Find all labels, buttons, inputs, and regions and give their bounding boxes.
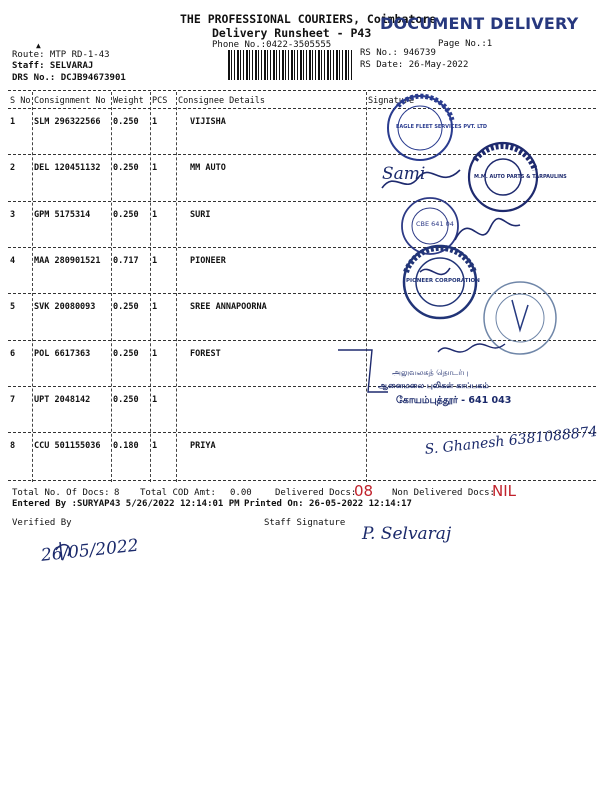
verified-by-label: Verified By	[12, 518, 72, 528]
row-pcs: 1	[152, 302, 158, 312]
row3-signature-stroke	[455, 219, 520, 240]
row-sno: 8	[10, 441, 16, 451]
delivered-docs-handwritten: 08	[354, 482, 374, 500]
cbe-stamp-text: CBE 641 04	[416, 220, 454, 228]
row-weight: 0.250	[113, 349, 139, 359]
row7-stamp-line1: அலுவலகத் தொடர்பு	[392, 368, 469, 377]
verified-date-handwritten: 26/05/2022	[40, 535, 140, 566]
row-consignment: MAA 280901521	[34, 256, 101, 266]
column-header-sno: S No	[10, 96, 31, 106]
logo-mark-icon: ▲	[36, 41, 41, 50]
cod-value: 0.00	[230, 488, 252, 498]
rs-date: RS Date: 26-May-2022	[360, 60, 469, 70]
row-pcs: 1	[152, 441, 158, 451]
column-header-weight: Weight	[113, 96, 144, 106]
eagle-stamp-text: EAGLE FLEET SERVICES PVT. LTD	[396, 124, 488, 130]
row-weight: 0.250	[113, 163, 139, 173]
row-sno: 4	[10, 256, 16, 266]
row-weight: 0.717	[113, 256, 139, 266]
row-sno: 2	[10, 163, 16, 173]
printed-on: Printed On: 26-05-2022 12:14:17	[244, 499, 412, 509]
row2-signature: Sami	[382, 164, 426, 184]
row-sno: 5	[10, 302, 16, 312]
row-consignment: POL 6617363	[34, 349, 91, 359]
row-pcs: 1	[152, 395, 158, 405]
row-pcs: 1	[152, 117, 158, 127]
non-delivered-docs-handwritten: NIL	[492, 482, 517, 500]
non-delivered-docs-label: Non Delivered Docs:	[392, 488, 495, 498]
row7-stamp-line3: கோயம்புத்தூர் - 641 043	[396, 395, 512, 406]
total-docs-label: Total No. Of Docs:	[12, 488, 110, 498]
entered-by: Entered By :SURYAP43 5/26/2022 12:14:01 PM	[12, 499, 240, 509]
row-weight: 0.250	[113, 395, 139, 405]
delivered-docs-label: Delivered Docs:	[275, 488, 357, 498]
row-consignment: SVK 20080093	[34, 302, 96, 312]
staff-signature-label: Staff Signature	[264, 518, 346, 528]
route-label: Route: MTP RD-1-43	[12, 50, 110, 60]
row7-stamp-line2: ஆனைமலை புலிகள் காப்பகம்	[378, 381, 489, 390]
row4-signature-stroke	[420, 268, 450, 274]
row-weight: 0.250	[113, 302, 139, 312]
row-pcs: 1	[152, 349, 158, 359]
row-sno: 7	[10, 395, 16, 405]
total-docs-value: 8	[114, 488, 120, 498]
row-sno: 1	[10, 117, 16, 127]
row-weight: 0.250	[113, 117, 139, 127]
row-consignee: MM AUTO	[190, 163, 226, 173]
rs-number: RS No.: 946739	[360, 48, 436, 58]
row-consignee: SREE ANNAPOORNA	[190, 302, 267, 312]
mm-stamp-text: M.M. AUTO PARTS & TARPAULINS	[474, 174, 567, 180]
row-consignee: SURI	[190, 210, 211, 220]
row-consignment: DEL 120451132	[34, 163, 101, 173]
row-consignment: CCU 501155036	[34, 441, 101, 451]
row-pcs: 1	[152, 256, 158, 266]
row-consignee: PIONEER	[190, 256, 226, 266]
row-pcs: 1	[152, 210, 158, 220]
row8-signature: S. Ghanesh 6381088874	[424, 423, 599, 458]
phone-number: Phone No.:0422-3505555	[212, 40, 332, 50]
column-header-pcs: PCS	[152, 96, 168, 106]
row6-signature-stroke	[438, 344, 505, 352]
staff-signature-handwritten: P. Selvaraj	[362, 524, 452, 544]
sree-annapoorna-stamp-icon	[484, 282, 556, 354]
row-consignee: PRIYA	[190, 441, 216, 451]
drs-number: DRS No.: DCJB94673901	[12, 73, 126, 83]
column-header-consignee: Consignee Details	[178, 96, 265, 106]
pioneer-stamp-text: PIONEER CORPORATION	[406, 278, 480, 284]
row-weight: 0.250	[113, 210, 139, 220]
column-header-consignment: Consignment No	[34, 96, 106, 106]
runsheet-title: Delivery Runsheet - P43	[212, 26, 372, 40]
staff-label: Staff: SELVARAJ	[12, 61, 94, 71]
document-delivery-stamp: DOCUMENT DELIVERY	[380, 14, 579, 33]
row-pcs: 1	[152, 163, 158, 173]
company-name: THE PROFESSIONAL COURIERS, Coimbatore	[180, 12, 437, 26]
row-sno: 6	[10, 349, 16, 359]
row-consignee: VIJISHA	[190, 117, 226, 127]
row-consignment: UPT 2048142	[34, 395, 91, 405]
row-consignment: SLM 296322566	[34, 117, 101, 127]
column-header-signature: Signature	[368, 96, 415, 106]
row-sno: 3	[10, 210, 16, 220]
row-consignment: GPM 5175314	[34, 210, 91, 220]
row-weight: 0.180	[113, 441, 139, 451]
row-consignee: FOREST	[190, 349, 221, 359]
page-number: Page No.:1	[438, 39, 493, 49]
cod-label: Total COD Amt:	[140, 488, 216, 498]
